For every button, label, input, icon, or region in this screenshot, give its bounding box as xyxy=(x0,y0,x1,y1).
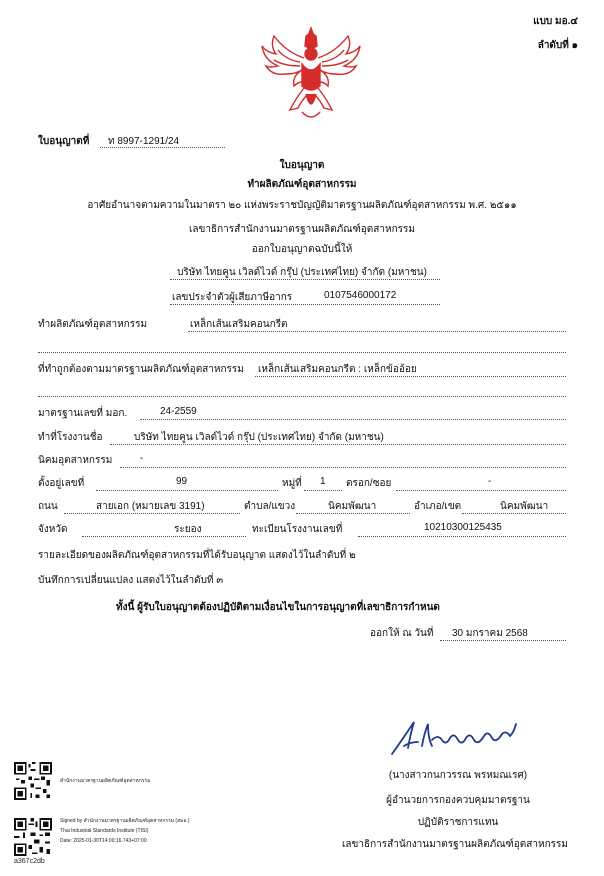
standard-product-underline xyxy=(255,376,566,377)
district-value: นิคมพัฒนา xyxy=(500,501,549,512)
form-code: แบบ มอ.๔ xyxy=(533,16,578,27)
signer-position-3: เลขาธิการสำนักงานมาตรฐานผลิตภัณฑ์อุตสาหกรรม xyxy=(342,839,568,850)
factory-label: ทำที่โรงงานชื่อ xyxy=(38,432,103,443)
company-name: บริษัท ไทยคูน เวิลด์ไวด์ กรุ๊ป (ประเทศไทย) จำกัด (มหาชน) xyxy=(177,267,427,278)
province-value: ระยอง xyxy=(174,524,202,535)
garuda-emblem-icon xyxy=(256,24,366,124)
license-no-label: ใบอนุญาตที่ xyxy=(38,136,90,147)
institute-text: Thai Industrial Standards Institute (TISI) xyxy=(60,828,149,834)
form-order: ลำดับที่ ๑ xyxy=(537,40,578,51)
factory-underline xyxy=(110,444,566,445)
issue-date-underline xyxy=(440,640,566,641)
standard-no-label: มาตรฐานเลขที่ มอก. xyxy=(38,408,128,419)
district-label: อำเภอ/เขต xyxy=(414,501,462,512)
address-no-value: 99 xyxy=(176,476,188,487)
condition-note: ทั้งนี้ ผู้รับใบอนุญาตต้องปฏิบัติตามเงื่อนไขในการอนุญาตที่เลขาธิการกำหนด xyxy=(116,602,440,613)
address-no-underline xyxy=(96,490,278,491)
license-no-underline xyxy=(100,147,225,148)
signed-date-text: Date: 2025-01-30T14:00:16.743+07:00 xyxy=(60,838,147,844)
standard-no-value: 24-2559 xyxy=(160,406,197,417)
subdistrict-label: ตำบล/แขวง xyxy=(244,501,296,512)
signature-icon xyxy=(388,716,528,760)
document-subtitle: ทำผลิตภัณฑ์อุตสาหกรรม xyxy=(247,179,357,190)
subdistrict-underline xyxy=(296,513,410,514)
details-note: รายละเอียดของผลิตภัณฑ์อุตสาหกรรมที่ได้รับอนุญาต แสดงไว้ในลำดับที่ ๒ xyxy=(38,550,356,561)
soi-underline xyxy=(396,490,566,491)
subdistrict-value: นิคมพัฒนา xyxy=(328,501,377,512)
signer-name: (นางสาวกนกวรรณ พรหมณเรศ) xyxy=(388,770,528,781)
address-no-label: ตั้งอยู่เลขที่ xyxy=(38,478,85,489)
product-value: เหล็กเส้นเสริมคอนกรีต xyxy=(190,319,288,330)
province-label: จังหวัด xyxy=(38,524,68,535)
moo-value: 1 xyxy=(320,476,326,487)
district-underline xyxy=(462,513,566,514)
authority-line: อาศัยอำนาจตามความในมาตรา ๒๐ แห่งพระราชบัญญัติมาตรฐานผลิตภัณฑ์อุตสาหกรรม พ.ศ. ๒๕๑๑ xyxy=(87,200,517,211)
factory-reg-label: ทะเบียนโรงงานเลขที่ xyxy=(252,524,343,535)
qr-caption: สำนักงานมาตรฐานผลิตภัณฑ์อุตสาหกรรม xyxy=(60,778,151,784)
soi-label: ตรอก/ซอย xyxy=(346,478,392,489)
standard-no-underline xyxy=(140,419,566,420)
signer-position-1: ผู้อำนวยการกองควบคุมมาตรฐาน xyxy=(386,795,530,806)
tax-id-value: 0107546000172 xyxy=(324,290,397,301)
moo-label: หมู่ที่ xyxy=(282,478,302,489)
tax-id-underline xyxy=(170,304,440,305)
estate-value: - xyxy=(140,453,144,464)
road-label: ถนน xyxy=(38,501,58,512)
issue-date-label: ออกให้ ณ วันที่ xyxy=(370,628,434,639)
factory-reg-underline xyxy=(358,536,566,537)
province-underline xyxy=(82,536,246,537)
license-no-value: ท 8997-1291/24 xyxy=(108,136,180,147)
issuer-line: เลขาธิการสำนักงานมาตรฐานผลิตภัณฑ์อุตสาหกรรม xyxy=(189,224,415,235)
road-value: สายเอก (หมายเลข 3191) xyxy=(96,501,205,512)
signer-position-2: ปฏิบัติราชการแทน xyxy=(417,817,499,828)
soi-value: - xyxy=(488,476,492,487)
estate-label: นิคมอุตสาหกรรม xyxy=(38,455,113,466)
factory-reg-value: 10210300125435 xyxy=(424,522,502,533)
signature-qr-code-icon xyxy=(14,818,52,856)
company-underline xyxy=(170,279,440,280)
standard-product-value: เหล็กเส้นเสริมคอนกรีต : เหล็กข้ออ้อย xyxy=(258,364,417,375)
road-underline xyxy=(64,513,240,514)
signed-by-text: Signed by สำนักงานมาตรฐานผลิตภัณฑ์อุตสาหกรรม (สมอ.) xyxy=(60,818,190,824)
document-title: ใบอนุญาต xyxy=(279,160,325,171)
product-underline xyxy=(188,331,566,332)
issued-text: ออกใบอนุญาตฉบับนี้ให้ xyxy=(251,244,353,255)
product-underline-2 xyxy=(38,352,566,353)
moo-underline xyxy=(304,490,342,491)
changes-note: บันทึกการเปลี่ยนแปลง แสดงไว้ในลำดับที่ ๓ xyxy=(38,575,224,586)
qr-code-icon xyxy=(14,762,52,800)
document-code: a367c2db xyxy=(14,858,45,865)
standard-product-label: ที่ทำถูกต้องตามมาตรฐานผลิตภัณฑ์อุตสาหกรรม xyxy=(38,364,244,375)
product-label: ทำผลิตภัณฑ์อุตสาหกรรม xyxy=(38,319,148,330)
tax-id-label: เลขประจำตัวผู้เสียภาษีอากร xyxy=(172,292,293,303)
issue-date-value: 30 มกราคม 2568 xyxy=(452,628,528,639)
standard-product-underline-2 xyxy=(38,396,566,397)
estate-underline xyxy=(120,467,566,468)
factory-value: บริษัท ไทยคูน เวิลด์ไวด์ กรุ๊ป (ประเทศไทย) จำกัด (มหาชน) xyxy=(134,432,384,443)
